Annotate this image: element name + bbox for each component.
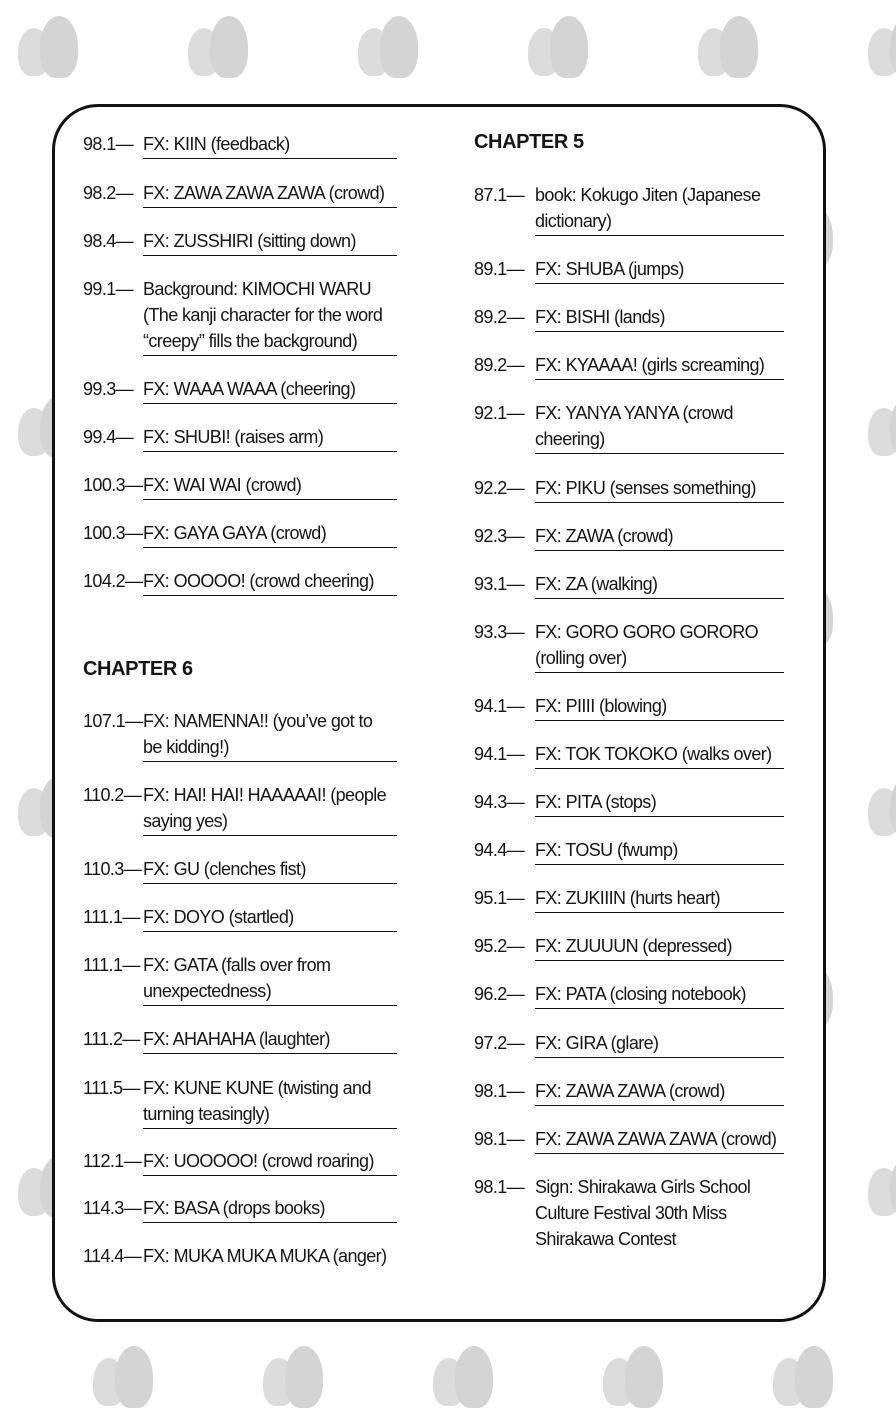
page-panel-number: 98.1— <box>474 1129 525 1149</box>
page-panel-number: 111.1— <box>83 907 140 927</box>
page-panel-number: 96.2— <box>474 984 525 1004</box>
penguin-watermark <box>350 10 420 80</box>
page-panel-number: 89.2— <box>474 307 525 327</box>
entry-line: FX: MUKA MUKA MUKA (anger) <box>143 1246 387 1266</box>
entry-text <box>143 228 397 256</box>
entry-line: saying yes) <box>143 811 228 831</box>
entry-line: FX: SHUBA (jumps) <box>535 259 684 279</box>
entry-text <box>535 256 784 284</box>
chapter-5-heading: CHAPTER 5 <box>474 131 584 153</box>
entry-line: unexpectedness) <box>143 981 272 1001</box>
entry-text <box>535 981 784 1009</box>
penguin-watermark <box>860 770 896 840</box>
entry-line: FX: TOK TOKOKO (walks over) <box>535 744 772 764</box>
page-panel-number: 111.5— <box>83 1078 140 1098</box>
entry-line: FX: HAI! HAI! HAAAAAI! (people <box>143 785 387 805</box>
entry-text <box>535 619 784 673</box>
entry-line: FX: YANYA YANYA (crowd <box>535 403 733 423</box>
page-panel-number: 94.3— <box>474 792 525 812</box>
page-panel-number: 114.4— <box>83 1246 142 1266</box>
page-panel-number: 89.2— <box>474 355 525 375</box>
page-panel-number: 111.2— <box>83 1029 140 1049</box>
entry-text <box>535 789 784 817</box>
page-panel-number: 92.2— <box>474 478 525 498</box>
entry-line: FX: ZUUUUN (depressed) <box>535 936 732 956</box>
entry-line: FX: KUNE KUNE (twisting and <box>143 1078 371 1098</box>
entry-text <box>535 837 784 865</box>
entry-text <box>535 523 784 551</box>
entry-line: FX: TOSU (fwump) <box>535 840 678 860</box>
entry-line: FX: KYAAAA! (girls screaming) <box>535 355 765 375</box>
entry-line: FX: PIIII (blowing) <box>535 696 667 716</box>
penguin-watermark <box>520 10 590 80</box>
page-panel-number: 107.1— <box>83 711 143 731</box>
page-panel-number: 104.2— <box>83 571 143 591</box>
entry-text <box>143 1195 397 1223</box>
entry-line: FX: UOOOOO! (crowd roaring) <box>143 1151 374 1171</box>
entry-text <box>143 904 397 932</box>
entry-text <box>143 424 397 452</box>
page-panel-number: 100.3— <box>83 475 143 495</box>
page-panel-number: 94.1— <box>474 696 525 716</box>
entry-line: FX: GATA (falls over from <box>143 955 331 975</box>
entry-line: FX: SHUBI! (raises arm) <box>143 427 324 447</box>
page-panel-number: 98.1— <box>474 1081 525 1101</box>
entry-text <box>535 304 784 332</box>
entry-line: FX: ZAWA ZAWA ZAWA (crowd) <box>535 1129 777 1149</box>
entry-line: FX: WAI WAI (crowd) <box>143 475 302 495</box>
entry-text <box>143 276 397 356</box>
entry-line: FX: WAAA WAAA (cheering) <box>143 379 356 399</box>
entry-text <box>143 180 397 208</box>
entry-line: FX: GORO GORO GORORO <box>535 622 759 642</box>
entry-text <box>143 708 397 762</box>
entry-line: book: Kokugo Jiten (Japanese <box>535 185 761 205</box>
entry-text <box>143 1243 397 1270</box>
entry-line: Background: KIMOCHI WARU <box>143 279 371 299</box>
entry-text <box>535 182 784 236</box>
entry-line: FX: ZAWA (crowd) <box>535 526 674 546</box>
page-panel-number: 112.1— <box>83 1151 142 1171</box>
entry-text <box>143 1026 397 1054</box>
entry-text <box>143 520 397 548</box>
entry-line: FX: BASA (drops books) <box>143 1198 325 1218</box>
page-panel-number: 98.2— <box>83 183 134 203</box>
entry-line: “creepy” fills the background) <box>143 331 358 351</box>
entry-text <box>143 1075 397 1129</box>
penguin-watermark <box>860 390 896 460</box>
entry-text <box>143 131 397 159</box>
entry-text <box>535 1126 784 1154</box>
page-panel-number: 97.2— <box>474 1033 525 1053</box>
page-panel-number: 94.1— <box>474 744 525 764</box>
entry-line: FX: GAYA GAYA (crowd) <box>143 523 327 543</box>
page-panel-number: 89.1— <box>474 259 525 279</box>
page-panel-number: 95.1— <box>474 888 525 908</box>
entry-text <box>535 1174 784 1253</box>
entry-text <box>535 1078 784 1106</box>
page-panel-number: 92.1— <box>474 403 525 423</box>
entry-line: FX: GU (clenches fist) <box>143 859 306 879</box>
entry-line: (rolling over) <box>535 648 627 668</box>
page-panel-number: 93.1— <box>474 574 525 594</box>
penguin-watermark <box>10 10 80 80</box>
entry-text <box>535 885 784 913</box>
penguin-watermark <box>180 10 250 80</box>
entry-line: FX: ZAWA ZAWA (crowd) <box>535 1081 725 1101</box>
entry-text <box>535 571 784 599</box>
entry-line: FX: DOYO (startled) <box>143 907 294 927</box>
entry-text <box>143 952 397 1006</box>
entry-line: turning teasingly) <box>143 1104 270 1124</box>
penguin-watermark <box>690 10 760 80</box>
page-panel-number: 110.2— <box>83 785 142 805</box>
page-panel-number: 111.1— <box>83 955 140 975</box>
entry-line: FX: ZAWA ZAWA ZAWA (crowd) <box>143 183 385 203</box>
entry-text <box>143 782 397 836</box>
entry-line: FX: OOOOO! (crowd cheering) <box>143 571 374 591</box>
entry-line: FX: PIKU (senses something) <box>535 478 756 498</box>
entry-line: FX: BISHI (lands) <box>535 307 665 327</box>
entry-text <box>143 568 397 596</box>
page-panel-number: 92.3— <box>474 526 525 546</box>
entry-text <box>535 400 784 454</box>
entry-line: Shirakawa Contest <box>535 1229 676 1249</box>
page-panel-number: 99.3— <box>83 379 134 399</box>
page-panel-number: 100.3— <box>83 523 143 543</box>
page-panel-number: 87.1— <box>474 185 525 205</box>
entry-text <box>143 856 397 884</box>
entry-line: FX: ZUKIIIN (hurts heart) <box>535 888 721 908</box>
entry-line: FX: PATA (closing notebook) <box>535 984 746 1004</box>
entry-line: FX: AHAHAHA (laughter) <box>143 1029 330 1049</box>
entry-text <box>535 693 784 721</box>
entry-line: FX: NAMENNA!! (you’ve got to <box>143 711 373 731</box>
entry-line: Sign: Shirakawa Girls School <box>535 1177 751 1197</box>
page-panel-number: 110.3— <box>83 859 142 879</box>
entry-text <box>535 352 784 380</box>
entry-text <box>535 933 784 961</box>
page-panel-number: 98.4— <box>83 231 134 251</box>
entry-text <box>143 1148 397 1176</box>
penguin-watermark <box>860 10 896 80</box>
entry-text <box>535 741 784 769</box>
page-panel-number: 98.1— <box>83 134 134 154</box>
entry-line: FX: PITA (stops) <box>535 792 657 812</box>
entry-text <box>143 472 397 500</box>
entry-line: cheering) <box>535 429 605 449</box>
penguin-watermark <box>860 1150 896 1220</box>
page-panel-number: 114.3— <box>83 1198 142 1218</box>
entry-text <box>143 376 397 404</box>
entry-line: FX: ZA (walking) <box>535 574 658 594</box>
entry-text <box>535 475 784 503</box>
entry-line: Culture Festival 30th Miss <box>535 1203 727 1223</box>
page-panel-number: 99.4— <box>83 427 134 447</box>
entry-line: FX: ZUSSHIRI (sitting down) <box>143 231 356 251</box>
chapter-6-heading: CHAPTER 6 <box>83 658 193 680</box>
page-panel-number: 94.4— <box>474 840 525 860</box>
entry-line: FX: GIRA (glare) <box>535 1033 659 1053</box>
entry-line: FX: KIIN (feedback) <box>143 134 290 154</box>
entry-line: dictionary) <box>535 211 612 231</box>
page-panel-number: 98.1— <box>474 1177 525 1197</box>
page-panel-number: 99.1— <box>83 279 134 299</box>
page-panel-number: 95.2— <box>474 936 525 956</box>
entry-line: be kidding!) <box>143 737 229 757</box>
page-panel-number: 93.3— <box>474 622 525 642</box>
entry-line: (The kanji character for the word <box>143 305 383 325</box>
entry-text <box>535 1030 784 1058</box>
